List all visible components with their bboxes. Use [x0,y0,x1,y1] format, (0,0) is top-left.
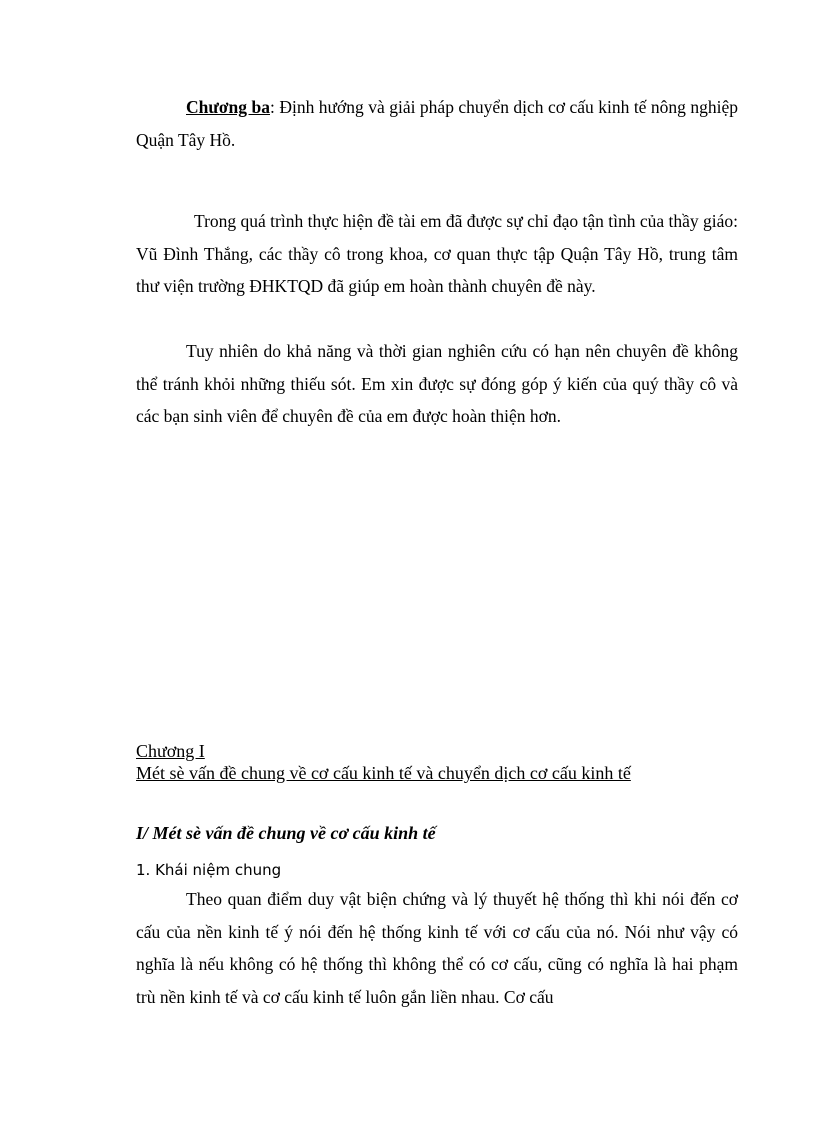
chapter1-label: Chương I [136,741,205,761]
chapter3-text: : Định hướng và giải pháp chuyển dịch cơ cấu kinh tế nông nghiệp Quận Tây Hồ. [136,97,739,150]
chapter1-title: Mét sè vấn đề chung về cơ cấu kinh tế và chuyển dịch cơ cấu kinh tế [136,763,631,783]
chapter3-label: Chương ba [186,97,270,117]
chapter3-summary [136,91,738,156]
limitation-paragraph: Tuy nhiên do khả năng và thời gian nghiên cứu có hạn nên chuyên đề không thể tránh khỏi những thiếu sót. Em xin được sự đóng góp ý kiến của quý thầy cô và các bạn sinh viên để chuyên đề của em được hoàn thiện hơn. [136,341,738,426]
subsection-heading: 1. Khái niệm chung [136,861,282,879]
section-heading: I/ Mét sè vấn đề chung về cơ cấu kinh tế [136,823,436,843]
acknowledgement-paragraph: Trong quá trình thực hiện đề tài em đã được sự chỉ đạo tận tình của thầy giáo: Vũ Đình Thắng, các thầy cô trong khoa, cơ quan thực tập Quận Tây Hồ, trung tâm thư viện trường ĐHKTQD đã giúp em hoàn thành chuyên đề này. [136,211,738,296]
body-paragraph: Theo quan điểm duy vật biện chứng và lý thuyết hệ thống thì khi nói đến cơ cấu của nền kinh tế ý nói đến hệ thống kinh tế với cơ cấu của nó. Nói như vậy có nghĩa là nếu không có hệ thống thì không thể có cơ cấu, cũng có nghĩa là hai phạm trù nền kinh tế và cơ cấu kinh tế luôn gắn liền nhau. Cơ cấu [136,889,738,1007]
